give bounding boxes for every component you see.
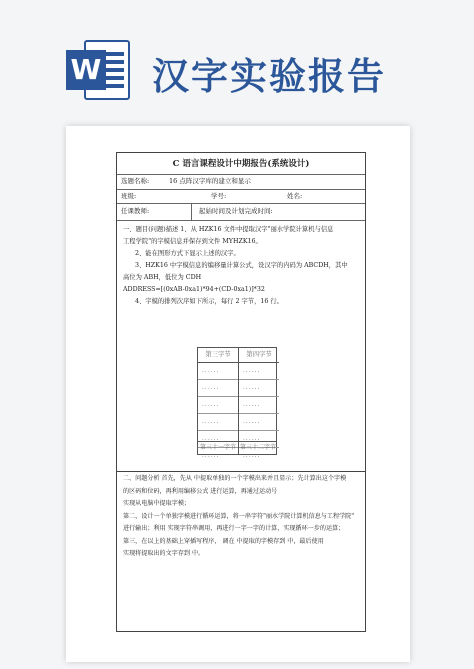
analysis-line: 实现将提取出的文字存到 中。 [123,550,205,557]
section-divider [117,471,365,472]
table-cell: ...... [202,452,220,459]
table-cell: ...... [239,431,279,448]
header-banner [0,0,474,130]
analysis-line: 进行输出；利用 实现字符串调用，再进行一字一字的计算，实现循环一步的运算； [123,525,345,532]
analysis-line: 第二，设计一个单独字模进行循环运算，将一串字符"丽水学院计算机信息与工程学院" [123,512,355,520]
table-footer: 第三十二字节 [238,441,277,454]
table-header: 第四字节 [239,348,279,363]
problem-analysis [123,473,359,561]
table-cell: ...... [239,380,279,397]
name-label: 姓名: [287,192,303,200]
word-doc-icon [64,36,132,104]
byte-order-table [197,347,277,459]
word-letter: W [66,50,106,90]
report-form [116,152,366,632]
teacher-row [117,204,365,221]
table-cell: ...... [243,452,261,459]
byte-column-right [238,348,279,459]
topic-value: 16 点阵汉字库的建立和显示 [169,177,251,185]
page-title: 汉字实验报告 [152,55,386,98]
topic-row [117,175,365,190]
class-label: 班级: [121,192,137,200]
table-cell: ...... [239,414,279,431]
analysis-line: 第三，在以上的基础上穿插写程序， 调在 中提取的字模存到 中，最后使用 [123,537,324,545]
description-line: 4、字模的排列次序如下所示，每行 2 字节，16 行。 [135,298,283,305]
student-id-label: 学号: [211,192,227,200]
analysis-line: 二、问题分析 首先，先从 中提取单独的一个字模出来并且显示；先计算出这个字模 [123,475,347,482]
byte-column-left [198,348,238,459]
description-line: 3、HZK16 中字模信息的编移量计算公式，设汉字的内码为 ABCDH，其中 [135,262,348,269]
table-cell: ...... [239,397,279,414]
problem-description [123,224,359,308]
analysis-line: 的区码和位码，再利用编移公式 进行运算，再通过运动号 [123,487,278,495]
teacher-label: 任课教师: [121,207,150,215]
period-label: 起始时间及计划完成时间: [199,207,273,215]
table-cell: ...... [198,397,238,414]
topic-label: 选题名称: [121,177,150,185]
table-cell: ...... [198,380,238,397]
description-line: 高位为 ABH，低位为 CDH [123,274,202,281]
table-cell: ...... [239,363,279,380]
form-title: C 语言课程设计中期报告(系统设计) [117,153,365,175]
table-cell: ...... [198,414,238,431]
description-line: 一、题目(问题)描述 1、从 HZK16 文件中提取汉字"丽水学院计算机与信息 [123,226,334,233]
student-row [117,190,365,204]
document-page [66,126,410,662]
analysis-line: 实现从电脑中提取字模； [123,500,191,507]
table-cell: ...... [198,363,238,380]
description-line: 2、能在图形方式下显示上述的汉字。 [135,250,240,257]
description-line: 工程学院"的字模信息并保存到文件 MYHZK16。 [123,238,262,245]
formula-line: ADDRESS=[(0xAB-0xa1)*94+(CD-0xa1)]*32 [123,286,265,293]
table-header: 第三字节 [198,348,238,363]
table-cell: ...... [198,431,238,448]
table-footer: 第三十一字节 [198,441,238,454]
